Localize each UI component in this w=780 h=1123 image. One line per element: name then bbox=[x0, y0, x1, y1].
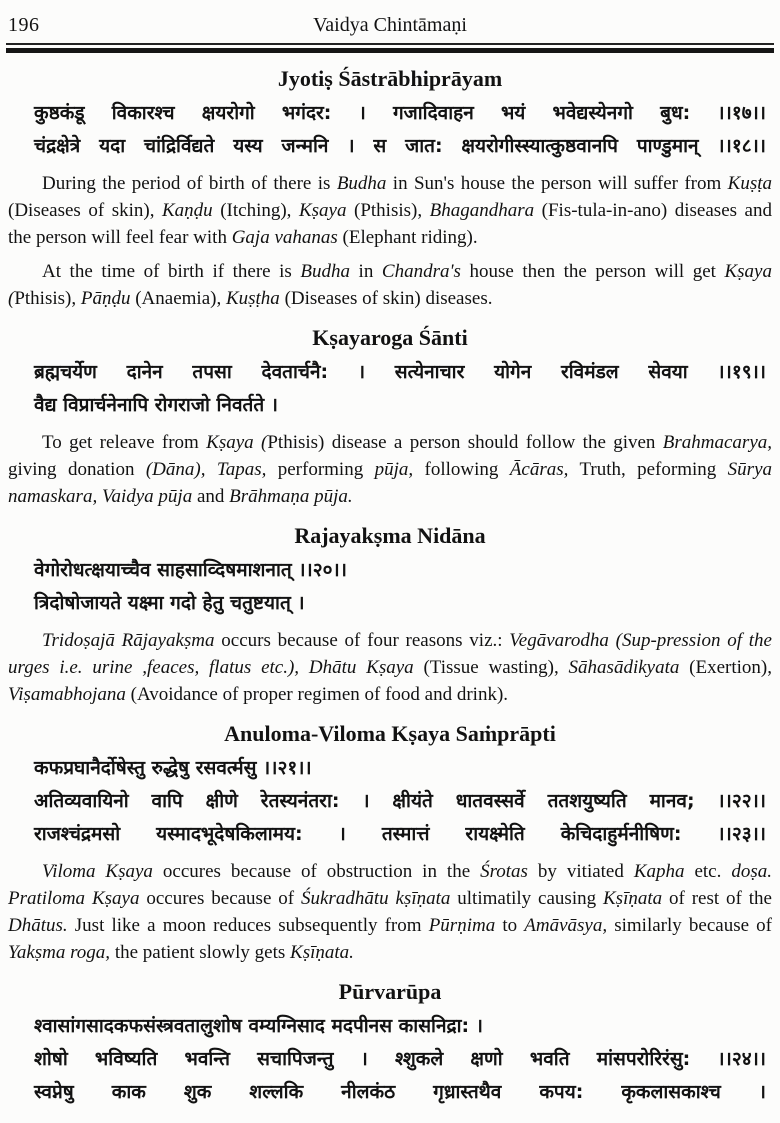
translation-paragraph: Tridoṣajā Rājayakṣma occurs because of four reasons viz.: Vegāvarodha (Sup-pression of the urges i.e. urine ,feaces, flatus etc.), Dhātu Kṣaya (Tissue wasting), Sāhasādikyata (Exertion), Viṣamabhojana (Avoidance of proper regimen of food and drink). bbox=[8, 630, 773, 705]
section-heading: Pūrvarūpa bbox=[338, 979, 442, 1004]
section-purvarupa bbox=[6, 979, 774, 1109]
section-heading: Anuloma-Viloma Kṣaya Saṁprāpti bbox=[224, 721, 556, 746]
sanskrit-verse-block bbox=[6, 97, 774, 163]
header-rule-thick bbox=[6, 48, 774, 53]
verse-line: स्वप्नेषु काक शुक शल्लकि नीलकंठ गृध्रास्तथैव कपय: कृकलासकाश्च । bbox=[34, 1081, 766, 1103]
verse-line: शोषो भविष्यति भवन्ति सचापिजन्तु । श्शुकले क्षणो भवति मांसपरोरिरंसु: ।।२४।। bbox=[34, 1048, 766, 1070]
section-jyotis-sastrabhiprayam bbox=[6, 66, 774, 312]
sanskrit-verse-block bbox=[6, 356, 774, 422]
verse-line: त्रिदोषोजायते यक्ष्मा गदो हेतु चतुष्टयात् । bbox=[34, 592, 305, 614]
section-ksayaroga-santi bbox=[6, 325, 774, 510]
verse-line: श्वासांगसादकफसंस्त्रवतालुशोष वम्यग्निसाद मदपीनस कासनिद्रा: । bbox=[34, 1015, 483, 1037]
sanskrit-verse-block bbox=[6, 1010, 774, 1109]
sanskrit-verse-block bbox=[6, 752, 774, 851]
verse-line: कफप्रघानैर्दोषेस्तु रुद्धेषु रसवर्त्मसु ।।२१।। bbox=[34, 757, 312, 779]
translation-paragraph: At the time of birth if there is Budha in Chandra's house then the person will get Kṣaya (Pthisis), Pāṇḍu (Anaemia), Kuṣṭha (Diseases of skin) diseases. bbox=[8, 261, 772, 309]
header-rule-thin bbox=[6, 43, 774, 45]
section-heading: Jyotiṣ Śāstrābhiprāyam bbox=[277, 66, 503, 91]
page-number: 196 bbox=[8, 14, 40, 36]
verse-line: ब्रह्मचर्येण दानेन तपसा देवतार्चनै: । सत्येनाचार योगेन रविमंडल सेवया ।।१९।। bbox=[34, 361, 766, 383]
section-rajayaksma-nidana bbox=[6, 523, 774, 708]
section-anuloma-viloma-ksaya-samprapti bbox=[6, 721, 774, 966]
verse-line: चंद्रक्षेत्रे यदा चांद्रिर्विद्यते यस्य जन्मनि । स जात: क्षयरोगीस्स्यात्कुष्ठवानपि पाण्डुमान् ।।१८।। bbox=[34, 135, 766, 157]
verse-line: राजश्चंद्रमसो यस्मादभूदेषकिलामय: । तस्मात्तं रायक्ष्मेति केचिदाहुर्मनीषिण: ।।२३।। bbox=[34, 823, 766, 845]
page-header bbox=[6, 14, 774, 40]
sanskrit-verse-block bbox=[6, 554, 774, 620]
translation-paragraph: To get releave from Kṣaya (Pthisis) disease a person should follow the given Brahmacarya, giving donation (Dāna), Tapas, performing pūja, following Ācāras, Truth, peforming Sūrya namaskara, Vaidya pūja and Brāhmaṇa pūja. bbox=[8, 432, 773, 507]
translation-paragraph: Viloma Kṣaya occures because of obstruction in the Śrotas by vitiated Kapha etc. doṣa. Pratiloma Kṣaya occures because of Śukradhātu kṣīṇata ultimatily causing Kṣīṇata of rest of the Dhātus. Just like a moon reduces subsequently from Pūrṇima to Amāvāsya, similarly because of Yakṣma roga, the patient slowly gets Kṣīṇata. bbox=[8, 861, 773, 963]
verse-line: वैद्य विप्रार्चनेनापि रोगराजो निवर्तते । bbox=[34, 394, 278, 416]
verse-line: अतिव्यवायिनो वापि क्षीणे रेतस्यनंतरा: । क्षीयंते धातवस्सर्वे ततशयुष्यति मानव; ।।२२।। bbox=[34, 790, 766, 812]
verse-line: वेगोरोधत्क्षयाच्चैव साहसाव्दिषमाशनात् ।।२०।। bbox=[34, 559, 347, 581]
translation-paragraph: During the period of birth of there is Budha in Sun's house the person will suffer from Kuṣṭa (Diseases of skin), Kaṇḍu (Itching), Kṣaya (Pthisis), Bhagandhara (Fis-tula-in-ano) diseases and the person will feel fear with Gaja vahanas (Elephant riding). bbox=[8, 173, 773, 248]
verse-line: कुष्ठकंडू विकारश्च क्षयरोगो भगंदर: । गजादिवाहन भयं भवेद्यस्येनगो बुध: ।।१७।। bbox=[34, 102, 766, 124]
running-title: Vaidya Chintāmaṇi bbox=[313, 14, 467, 36]
section-heading: Rajayakṣma Nidāna bbox=[294, 523, 486, 548]
section-heading: Kṣayaroga Śānti bbox=[312, 325, 468, 350]
